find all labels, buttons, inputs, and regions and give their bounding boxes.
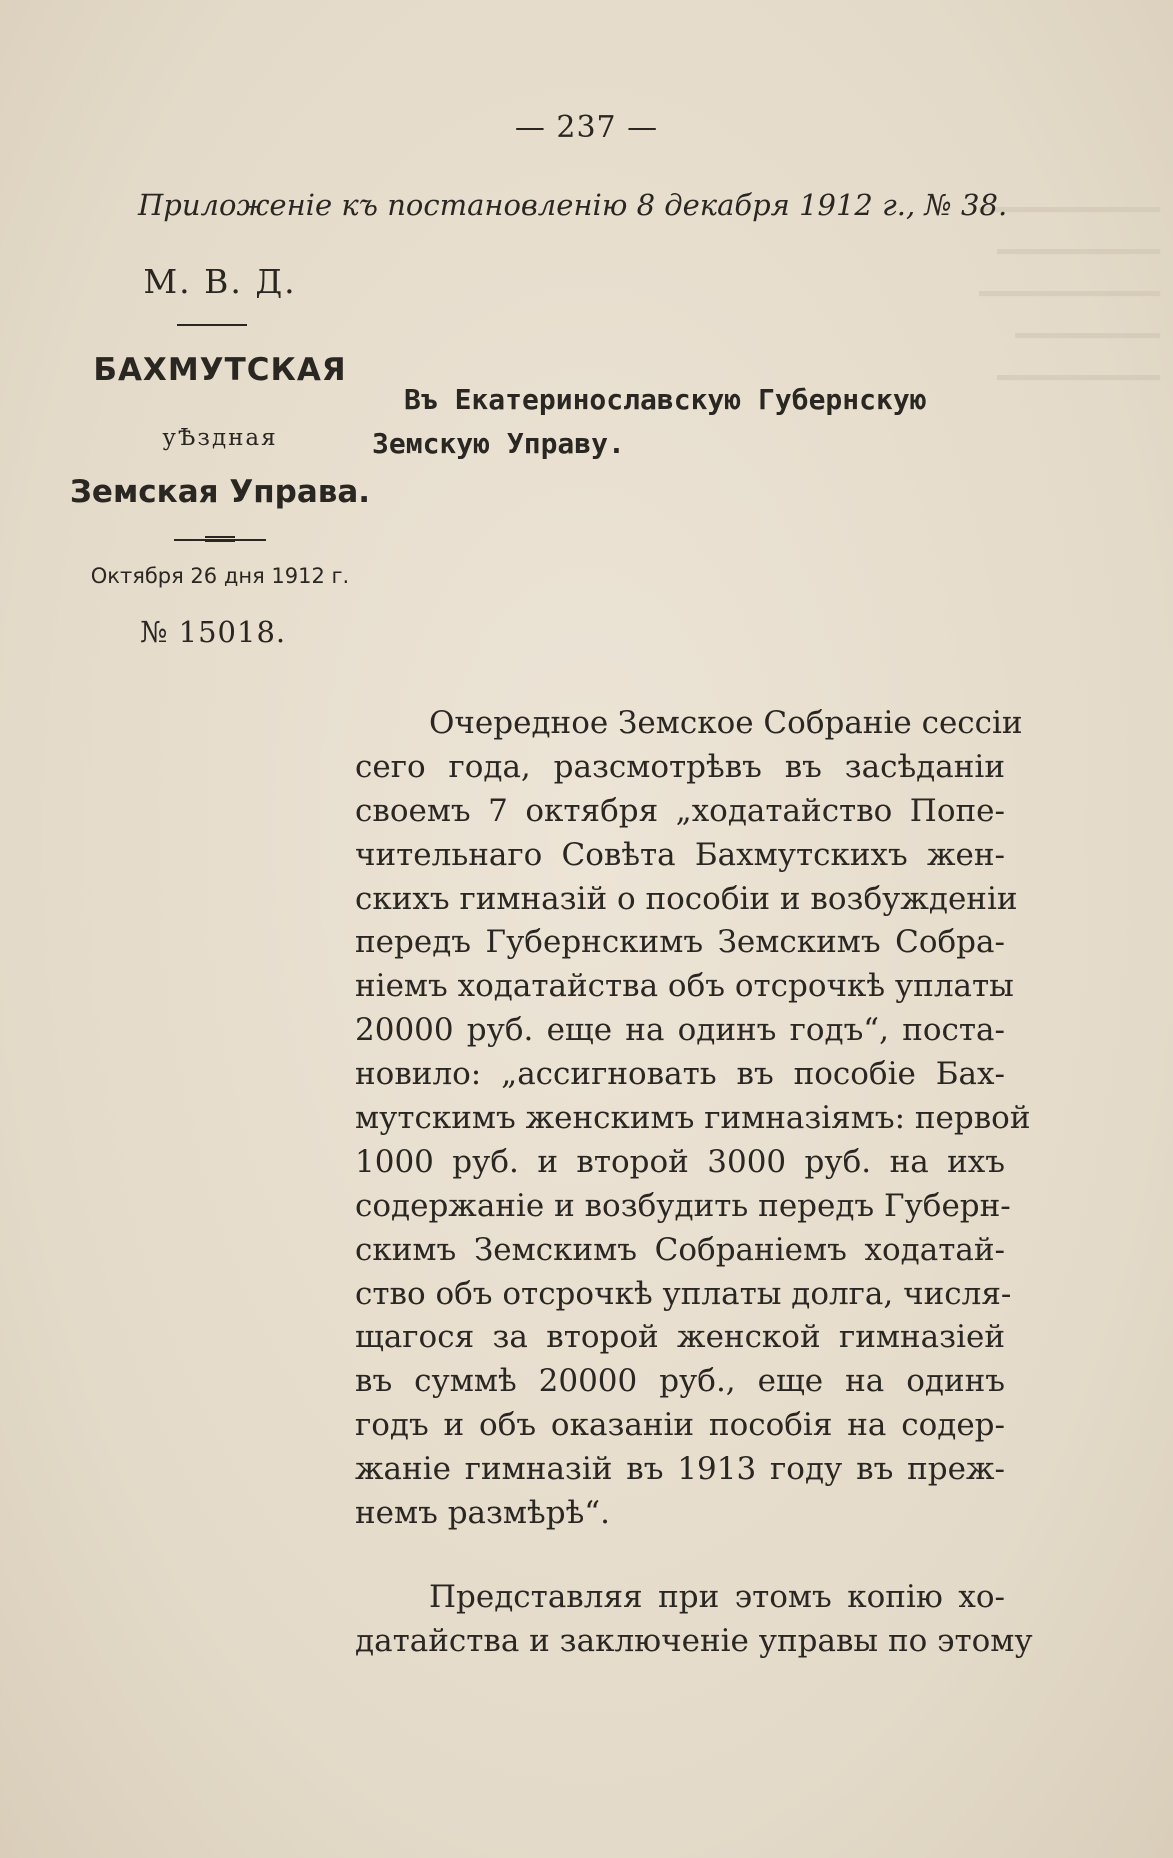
addressee-line: Въ Екатеринославскую Губернскую xyxy=(404,383,927,416)
text-line: своемъ 7 октября „ходатайство Попе- xyxy=(355,792,1005,829)
text-line: сего года, разсмотрѣвъ въ засѣданіи xyxy=(355,748,1005,785)
ornamental-divider xyxy=(174,536,266,544)
text-line: скихъ гимназій о пособіи и возбужденіи xyxy=(355,880,1018,917)
text-line: Очередное Земское Собраніе сессіи xyxy=(429,705,1023,741)
ministry-abbreviation: М. В. Д. xyxy=(143,262,297,301)
text-line: въ суммѣ 20000 руб., еще на одинъ xyxy=(355,1363,1005,1400)
text-line: 20000 руб. еще на одинъ годъ“, поста- xyxy=(355,1012,1005,1049)
text-line: мутскимъ женскимъ гимназіямъ: первой xyxy=(355,1100,1031,1137)
text-line: ство объ отсрочкѣ уплаты долга, числя- xyxy=(355,1275,1012,1312)
text-line: немъ размѣрѣ“. xyxy=(355,1495,610,1532)
text-line: жаніе гимназій въ 1913 году въ преж- xyxy=(355,1451,1005,1488)
text-line: 1000 руб. и второй 3000 руб. на ихъ xyxy=(355,1143,1005,1180)
text-line: Представляя при этомъ копію хо- xyxy=(429,1579,1005,1615)
paragraph-2 xyxy=(355,1576,1033,1664)
addressee xyxy=(372,378,1012,466)
text-line: щагося за второй женской гимназіей xyxy=(355,1319,1005,1356)
text-line: ніемъ ходатайства объ отсрочкѣ уплаты xyxy=(355,968,1014,1005)
show-through-text: ━━━━━━━━━━ ━━━━━━━━━ ━━━━━━━━━━ ━━━━━━━━ ━━━━━━━━━ xyxy=(979,193,1160,396)
uezd-label: уѢздная xyxy=(162,425,278,451)
page-number: — 237 — xyxy=(514,110,659,145)
paragraph-1 xyxy=(355,702,1031,1536)
letter-date: Октября 26 дня 1912 г. xyxy=(90,564,350,588)
appendix-note: Приложеніе къ постановленію 8 декабря 1912 г., № 38. xyxy=(138,188,1008,222)
text-line: чительнаго Совѣта Бахмутскихъ жен- xyxy=(355,836,1005,873)
text-line: передъ Губернскимъ Земскимъ Собра- xyxy=(355,924,1005,961)
text-line: новило: „ассигновать въ пособіе Бах- xyxy=(355,1056,1005,1093)
divider-rule xyxy=(177,324,247,326)
district-name: БАХМУТСКАЯ xyxy=(93,352,347,388)
text-line: скимъ Земскимъ Собраніемъ ходатай- xyxy=(355,1231,1005,1268)
addressee-line: Земскую Управу. xyxy=(372,427,625,460)
letter-number: № 15018. xyxy=(140,615,287,649)
text-line: годъ и объ оказаніи пособія на содер- xyxy=(355,1407,1005,1444)
board-name: Земская Управа. xyxy=(69,474,371,510)
text-line: датайства и заключеніе управы по этому xyxy=(355,1622,1033,1659)
text-line: содержаніе и возбудить передъ Губерн- xyxy=(355,1187,1011,1224)
